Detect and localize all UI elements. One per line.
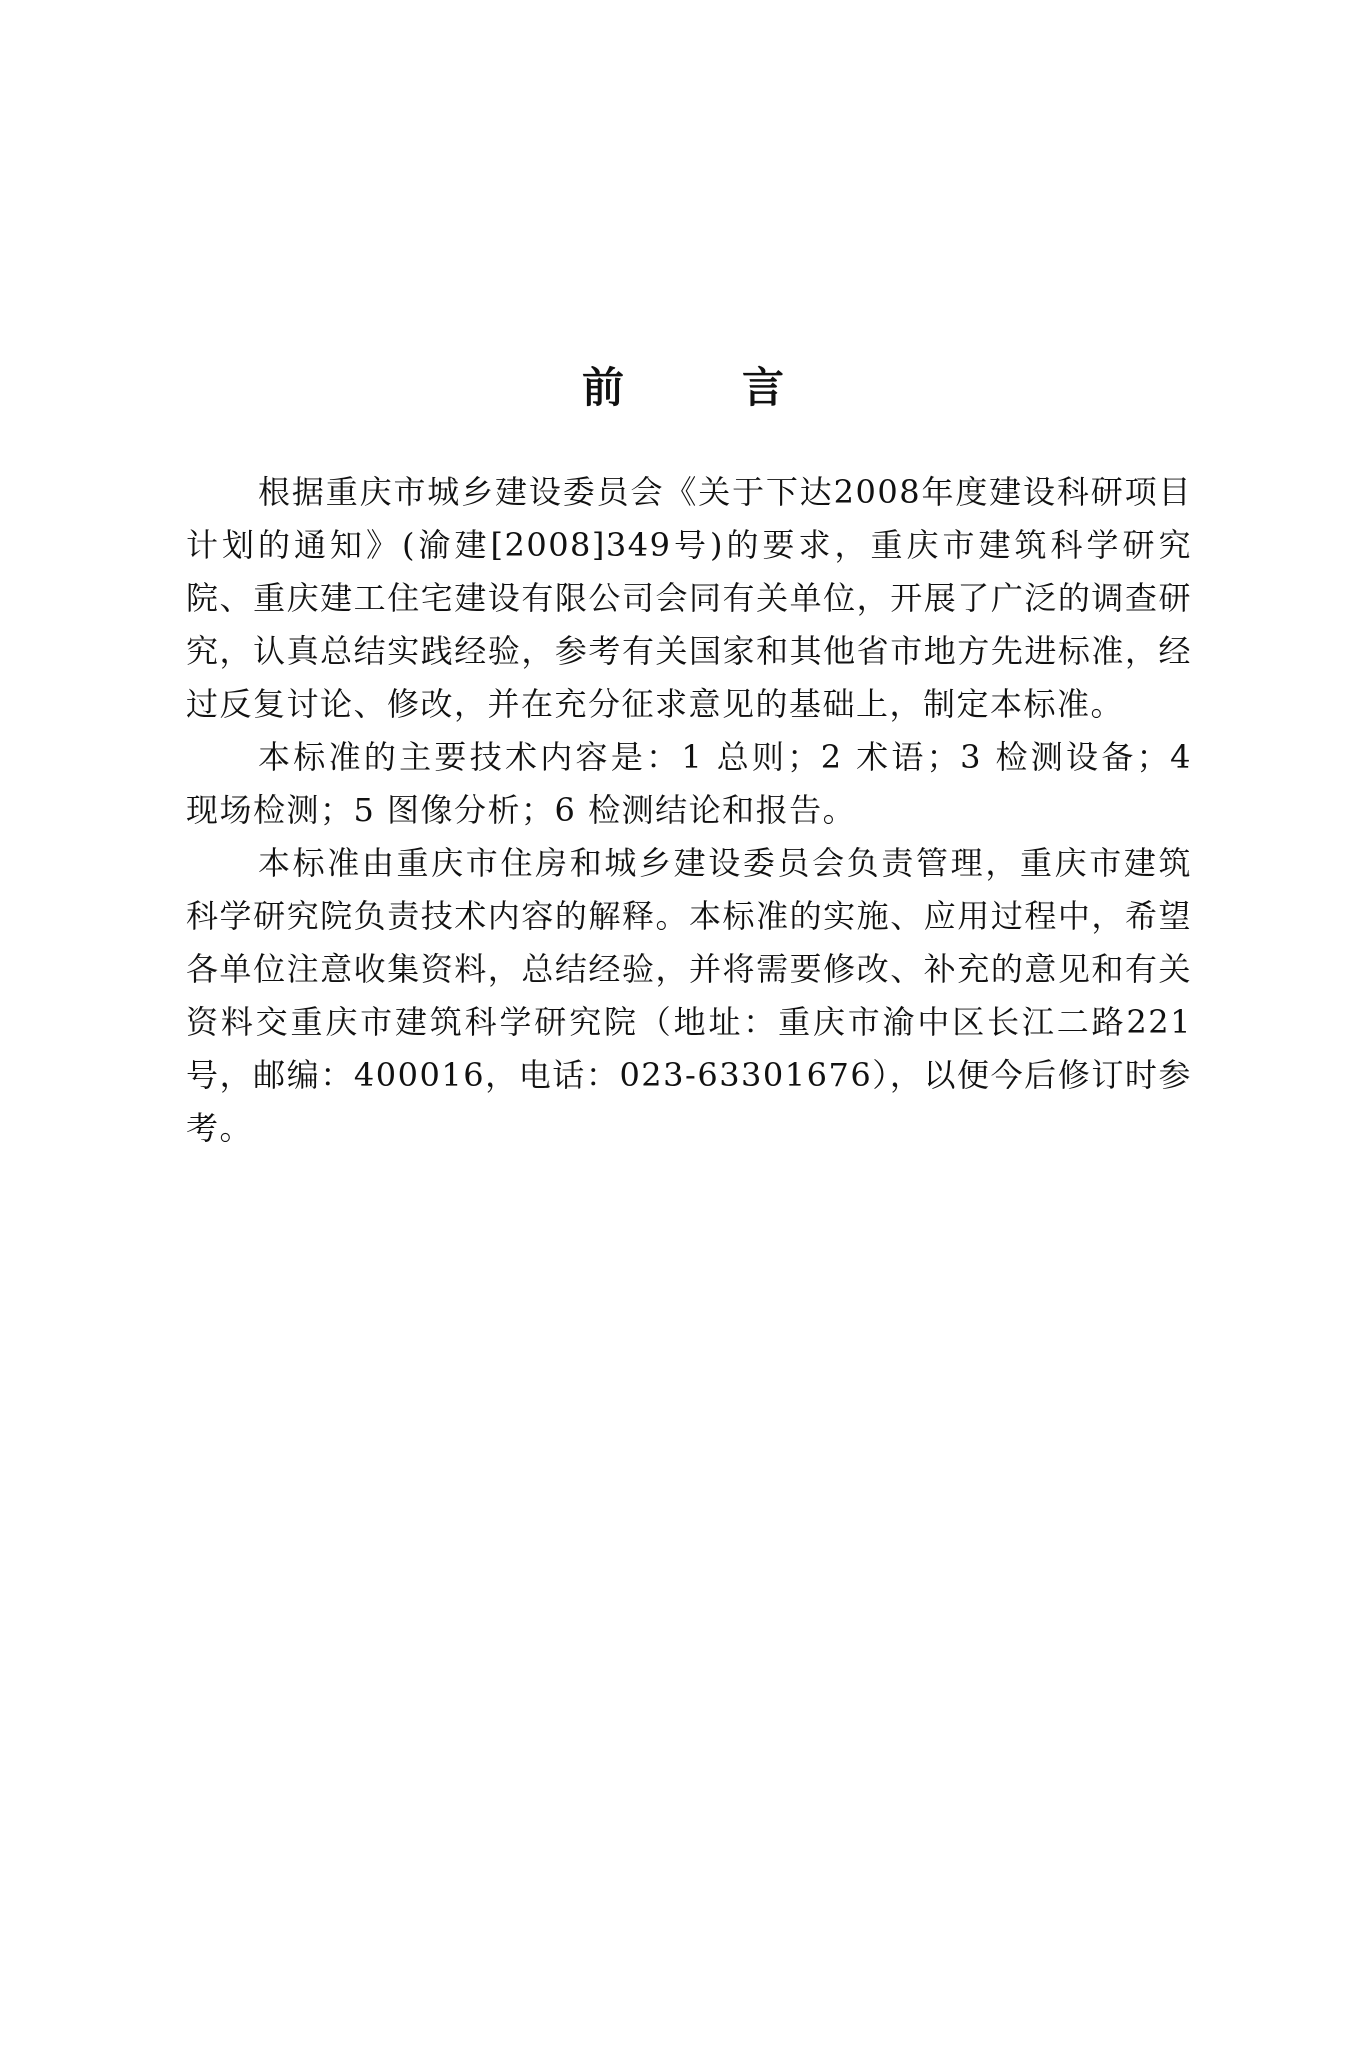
paragraph-contents: 本标准的主要技术内容是：1 总则；2 术语；3 检测设备；4 现场检测；5 图像分析；6 检测结论和报告。 bbox=[186, 738, 1192, 829]
paragraph-background: 根据重庆市城乡建设委员会《关于下达2008年度建设科研项目计划的通知》(渝建[2008]349号)的要求，重庆市建筑科学研究院、重庆建工住宅建设有限公司会同有关单位，开展了广泛的调查研究，认真总结实践经验，参考有关国家和其他省市地方先进标准，经过反复讨论、修改，并在充分征求意见的基础上，制定本标准。 bbox=[186, 473, 1192, 723]
paragraph-management: 本标准由重庆市住房和城乡建设委员会负责管理，重庆市建筑科学研究院负责技术内容的解释。本标准的实施、应用过程中，希望各单位注意收集资料，总结经验，并将需要修改、补充的意见和有关资料交重庆市建筑科学研究院（地址：重庆市渝中区长江二路221号，邮编：400016，电话：023-63301676），以便今后修订时参考。 bbox=[186, 844, 1192, 1147]
preface-body bbox=[186, 466, 1192, 1155]
page-title: 前 言 bbox=[581, 363, 822, 413]
